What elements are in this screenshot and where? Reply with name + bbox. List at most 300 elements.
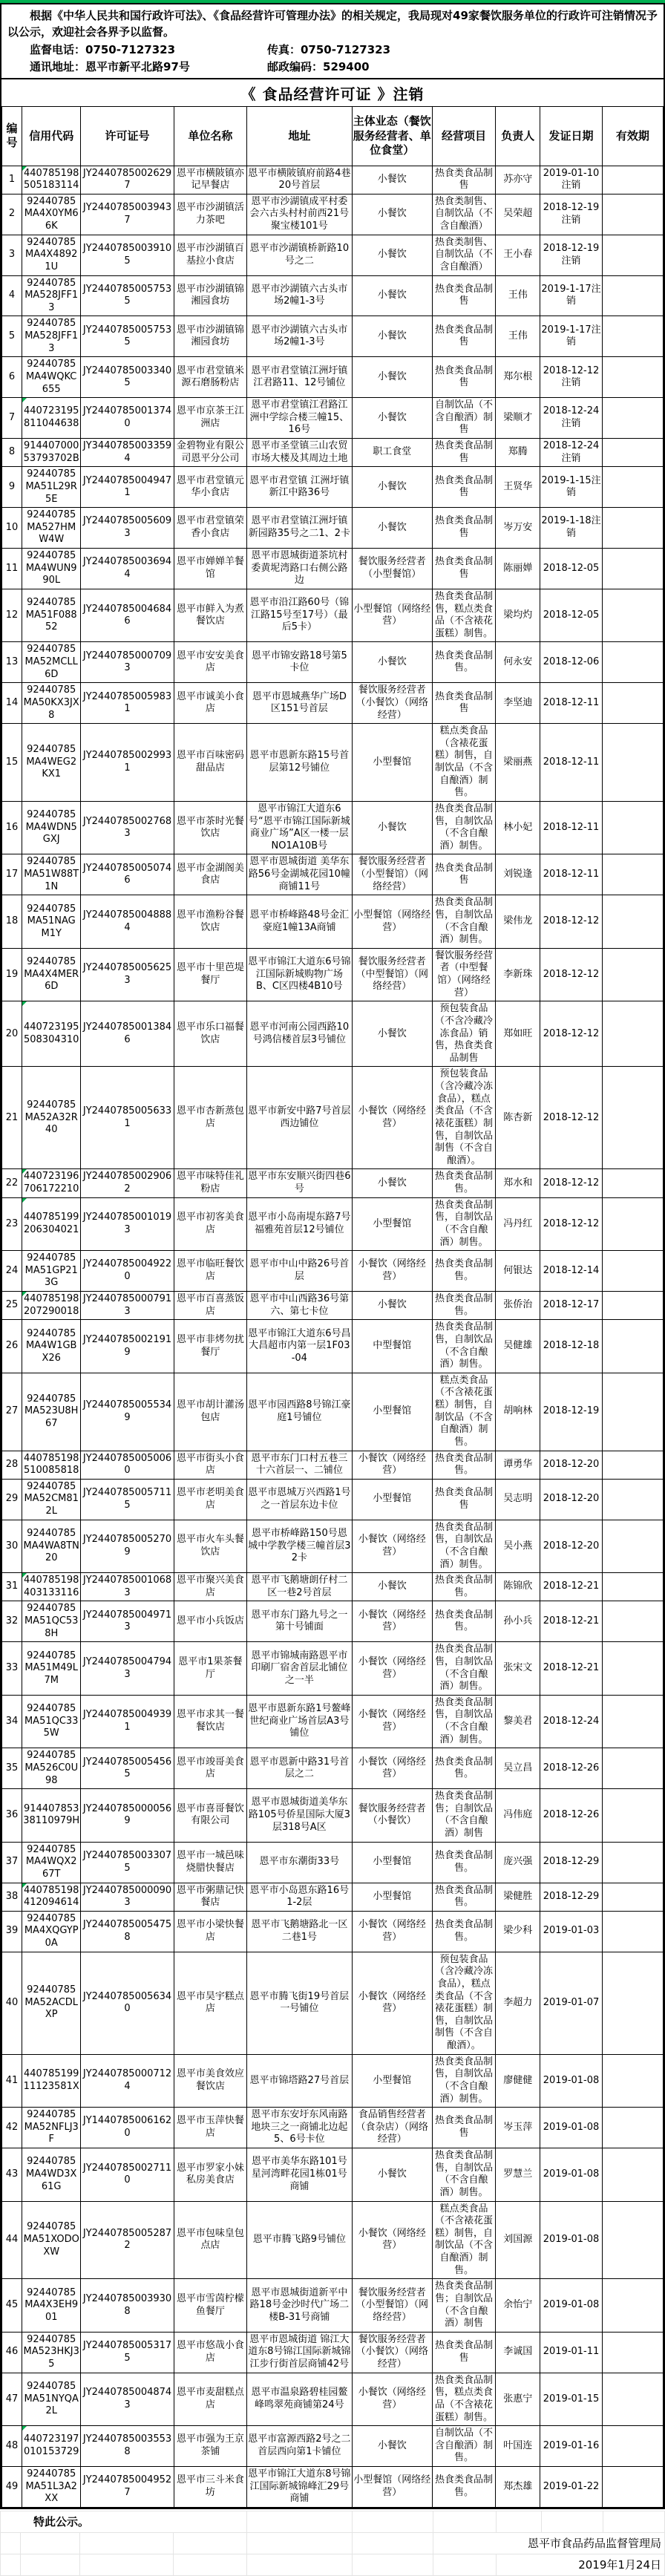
validity-cell — [602, 2373, 663, 2426]
issue-date-cell: 2018-12-21 — [540, 1642, 602, 1696]
business-type-cell: 中型餐馆 — [352, 1320, 432, 1373]
credit-code-cell: 92440785MA51GP213G — [22, 1251, 81, 1292]
credit-code-cell: 92440785MA50KX3JX8 — [22, 683, 81, 724]
address-cell: 恩平市君堂镇江君路江洲中学综合楼三幢15、16号 — [247, 398, 352, 439]
person-cell: 吴小燕 — [496, 1520, 540, 1573]
table-row — [2, 1601, 664, 1642]
person-cell: 冯丹红 — [496, 1197, 540, 1251]
address-cell: 恩平市恩城街道新平中路18号金沙时代广场二楼B-31号商铺 — [247, 2279, 352, 2333]
business-items-cell: 热食类食品制售，自制饮品（不含自酿酒）制售。 — [432, 1520, 495, 1573]
credit-code-cell: 91440785338110979H — [22, 1789, 81, 1843]
license-no-cell: JY24407850049471 — [81, 467, 174, 508]
empty-grid-cell — [173, 2532, 246, 2554]
table-row — [2, 1573, 664, 1601]
person-cell: 刘国源 — [496, 2201, 540, 2279]
row-number-cell: 49 — [2, 2467, 22, 2508]
credit-code-cell: 92440785MA528JFF13 — [22, 275, 81, 316]
unit-name-cell: 恩平市非烤勿扰餐厅 — [174, 1320, 246, 1373]
table-header-row — [2, 107, 664, 166]
credit-code-cell: 92440785MA4X48921U — [22, 235, 81, 275]
table-row — [2, 1952, 664, 2054]
table-row — [2, 1695, 664, 1748]
credit-code-cell: 440785198207290018 — [22, 1292, 81, 1320]
row-number-cell: 1 — [2, 166, 22, 194]
business-type-cell: 小型餐馆 — [352, 2054, 432, 2108]
address-cell: 恩平市新安中路7号首层西边铺位 — [247, 1067, 352, 1169]
table-row — [2, 1748, 664, 1789]
unit-name-cell: 恩平市金湖阁美食店 — [174, 854, 246, 895]
business-items-cell: 热食类食品制售。 — [432, 2467, 495, 2508]
unit-name-cell: 恩平市麦甜糕点店 — [174, 2373, 246, 2426]
business-items-cell: 热食类食品制售 — [432, 467, 495, 508]
license-no-cell: JY24407850047943 — [81, 1642, 174, 1696]
unit-name-cell: 恩平市沙湖镇锦湘园食坊 — [174, 275, 246, 316]
table-row — [2, 2426, 664, 2467]
person-cell: 梁健胜 — [496, 1883, 540, 1911]
unit-name-cell: 恩平市美食效应餐饮店 — [174, 2054, 246, 2108]
issue-date-cell: 2019-01-22 — [540, 2467, 602, 2508]
contact-line-2 — [7, 59, 658, 76]
business-items-cell: 热食类食品制售。 — [432, 1883, 495, 1911]
license-no-cell: JY24407850010683 — [81, 1573, 174, 1601]
issue-date-cell: 2018-12-18 — [540, 1320, 602, 1373]
business-items-cell: 餐饮服务经营者（中型餐馆）（网络经营） — [432, 948, 495, 1001]
person-cell: 罗慧兰 — [496, 2148, 540, 2202]
business-items-cell: 热食类制售、自制饮品（不含自酿酒） — [432, 194, 495, 235]
validity-cell — [602, 1911, 663, 1952]
unit-name-cell: 恩平市百喜蒸饭店 — [174, 1292, 246, 1320]
credit-code-cell: 92440785MA51F08852 — [22, 589, 81, 642]
business-type-cell: 小型餐馆 — [352, 1842, 432, 1883]
validity-cell — [602, 589, 663, 642]
unit-name-cell: 恩平市十里芭堤餐厅 — [174, 948, 246, 1001]
row-number-cell: 35 — [2, 1748, 22, 1789]
empty-grid-cell — [79, 2532, 173, 2554]
table-row — [2, 275, 664, 316]
unit-name-cell: 恩平市横陂镇亦记早餐店 — [174, 166, 246, 194]
unit-name-cell: 恩平市街头小食店 — [174, 1451, 246, 1479]
license-no-cell: JY34407850033594 — [81, 439, 174, 467]
validity-cell — [602, 1320, 663, 1373]
business-type-cell: 小餐饮 — [352, 1001, 432, 1067]
business-items-cell: 热食类食品制售 — [432, 508, 495, 549]
business-type-cell: 餐饮服务经营者（小型餐馆） — [352, 549, 432, 589]
license-table — [1, 106, 664, 2508]
row-number-cell: 31 — [2, 1573, 22, 1601]
person-cell: 廖健健 — [496, 2054, 540, 2108]
table-row — [2, 854, 664, 895]
table-row — [2, 2108, 664, 2148]
address-cell: 恩平市恩新中路31号首层之二 — [247, 1748, 352, 1789]
business-items-cell: 热食类食品制售，自制饮品（不含自酿酒）制售。 — [432, 1197, 495, 1251]
row-number-cell: 12 — [2, 589, 22, 642]
address-cell: 恩平市锦安路18号第5卡位 — [247, 642, 352, 683]
row-number-cell: 4 — [2, 275, 22, 316]
credit-code-cell: 440785198510085818 — [22, 1451, 81, 1479]
empty-grid-cell — [352, 2511, 433, 2532]
address-cell: 恩平市美华东路101号星河湾畔花园1栋01号商铺 — [247, 2148, 352, 2202]
business-type-cell: 小型餐馆（网络经营） — [352, 2467, 432, 2508]
address-cell: 恩平市桥峰路48号金汇豪庭1幢13A商铺 — [247, 895, 352, 949]
credit-code-cell: 92440785MA523U8H67 — [22, 1373, 81, 1451]
mailing-address: 通讯地址：恩平市新平北路97号 — [30, 60, 190, 74]
person-cell: 胡响林 — [496, 1373, 540, 1451]
license-table-body — [2, 166, 664, 2507]
address-cell: 恩平市飞鹅塘路北一区二巷1号 — [247, 1911, 352, 1952]
notice-paragraph: 根据《中华人民共和国行政许可法》、《食品经营许可管理办法》的相关规定，我局现对49家餐饮服务单位的行政许可注销情况予以公示，欢迎社会各界予以监督。 — [7, 9, 658, 39]
business-items-cell: 热食类食品制售，自制饮品（不含自酿酒）制售。 — [432, 1320, 495, 1373]
license-no-cell: JY24407850007093 — [81, 642, 174, 683]
credit-code-cell: 440785199206304021 — [22, 1197, 81, 1251]
issue-date-cell: 2018-12-11 — [540, 854, 602, 895]
credit-code-cell: 91440700053793702B — [22, 439, 81, 467]
license-no-cell: JY24407850057115 — [81, 1479, 174, 1520]
license-no-cell: JY24407850054565 — [81, 1748, 174, 1789]
business-type-cell: 小餐饮 — [352, 1573, 432, 1601]
row-number-cell: 26 — [2, 1320, 22, 1373]
person-cell: 庞兴强 — [496, 1842, 540, 1883]
business-items-cell: 热食类制售、自制饮品（不含自酿酒） — [432, 235, 495, 275]
address-cell: 恩平市锦江大道东6号“恩平市锦江国际新城商业广场”A区一楼一层NO1A10B号 — [247, 801, 352, 854]
table-row — [2, 1842, 664, 1883]
issue-date-cell: 2019-1-18注销 — [540, 508, 602, 549]
person-cell: 吴立昌 — [496, 1748, 540, 1789]
person-cell: 王伟 — [496, 275, 540, 316]
credit-code-cell: 92440785MA52CM812L — [22, 1479, 81, 1520]
business-items-cell: 热食类食品制售。 — [432, 1911, 495, 1952]
row-number-cell: 42 — [2, 2108, 22, 2148]
address-cell: 恩平市横陂镇府前路4巷20号首层 — [247, 166, 352, 194]
address-cell: 恩平市沙湖镇六古头市场2幢1-3号 — [247, 316, 352, 357]
footer-note-row — [1, 2511, 665, 2532]
unit-name-cell: 恩平市君堂镇荣香小食店 — [174, 508, 246, 549]
person-cell: 岑万安 — [496, 508, 540, 549]
empty-grid-cell — [246, 2554, 352, 2575]
business-type-cell: 小餐饮（网络经营） — [352, 2201, 432, 2279]
person-cell: 梁伟龙 — [496, 895, 540, 949]
person-cell: 吴荣超 — [496, 194, 540, 235]
address-cell: 恩平市小岛恩东路16号1-2层 — [247, 1883, 352, 1911]
address-cell: 恩平市中山西路36号第六、第七卡位 — [247, 1292, 352, 1320]
business-type-cell: 小餐饮 — [352, 235, 432, 275]
address-cell: 恩平市小岛南堤东路7号福雅苑首层12号铺位 — [247, 1197, 352, 1251]
footer-agency-row — [1, 2532, 665, 2554]
license-no-cell: JY24407850046846 — [81, 589, 174, 642]
empty-grid-cell — [433, 2511, 497, 2532]
person-cell: 李坚迪 — [496, 683, 540, 724]
address-cell: 恩平市沙湖镇桥新路10号之二 — [247, 235, 352, 275]
address-cell: 恩平市沙湖镇六古头市场2幢1-3号 — [247, 275, 352, 316]
license-no-cell: JY24407850048884 — [81, 895, 174, 949]
person-cell: 郑尔根 — [496, 357, 540, 398]
address-cell: 恩平市东潮街33号 — [247, 1842, 352, 1883]
issue-date-cell: 2018-12-19 — [540, 1373, 602, 1451]
license-no-cell: JY24407850039105 — [81, 235, 174, 275]
row-number-cell: 8 — [2, 439, 22, 467]
issue-date-cell: 2018-12-17 — [540, 1292, 602, 1320]
table-row — [2, 316, 664, 357]
business-items-cell: 热食类食品制售 — [432, 683, 495, 724]
business-items-cell: 热食类食品制售 — [432, 549, 495, 589]
address-cell: 恩平市恩新东路1号鳌峰世纪商业广场首层A3号铺位 — [247, 1695, 352, 1748]
business-type-cell: 餐饮服务经营者（小型餐馆）（网络经营） — [352, 2279, 432, 2333]
business-items-cell: 热食类食品制售。 — [432, 1842, 495, 1883]
unit-name-cell: 恩平市君堂镇米源石磨肠粉店 — [174, 357, 246, 398]
address-cell: 恩平市恩城燕华广场D区151号首层 — [247, 683, 352, 724]
unit-name-cell: 恩平市竣哥美食店 — [174, 1748, 246, 1789]
business-items-cell: 自制饮品（不含自酿酒）制售。 — [432, 2426, 495, 2467]
table-row — [2, 2148, 664, 2202]
table-row — [2, 895, 664, 949]
credit-code-cell: 92440785MA4WQX267T — [22, 1842, 81, 1883]
validity-cell — [602, 1748, 663, 1789]
business-items-cell: 热食类食品制售。 — [432, 1451, 495, 1479]
person-cell: 岑玉萍 — [496, 2108, 540, 2148]
postal-code: 邮政编码：529400 — [267, 60, 370, 74]
address-cell: 恩平市桥峰路150号恩城中学教学楼三幢首层32卡 — [247, 1520, 352, 1573]
validity-cell — [602, 2332, 663, 2373]
person-cell: 吴志明 — [496, 1479, 540, 1520]
business-items-cell: 热食类食品制售。 — [432, 1292, 495, 1320]
row-number-cell: 29 — [2, 1479, 22, 1520]
fax-number: 传真：0750-7127323 — [267, 42, 391, 56]
person-cell: 张惠宁 — [496, 2373, 540, 2426]
person-cell: 何永安 — [496, 642, 540, 683]
address-cell: 恩平市恩城街道美华东路105号侨星国际大厦3层318号A区 — [247, 1789, 352, 1843]
table-row — [2, 801, 664, 854]
issue-date-cell: 2018-12-19 注销 — [540, 235, 602, 275]
table-row — [2, 2279, 664, 2333]
table-row — [2, 398, 664, 439]
business-type-cell: 小餐饮（网络经营） — [352, 1642, 432, 1696]
table-row — [2, 194, 664, 235]
person-cell: 李诚国 — [496, 2332, 540, 2373]
table-row — [2, 467, 664, 508]
business-type-cell: 餐饮服务经营者（中型餐馆）（网络经营） — [352, 948, 432, 1001]
business-items-cell: 热食类食品制售。 — [432, 1748, 495, 1789]
license-no-cell: JY24407850056331 — [81, 1067, 174, 1169]
validity-cell — [602, 166, 663, 194]
row-number-cell: 40 — [2, 1952, 22, 2054]
credit-code-cell: 440785198505183114 — [22, 166, 81, 194]
person-cell: 陈锦欣 — [496, 1573, 540, 1601]
issue-date-cell: 2019-1-15注销 — [540, 467, 602, 508]
issue-date-cell: 2019-01-08 — [540, 2201, 602, 2279]
table-row — [2, 2373, 664, 2426]
row-number-cell: 6 — [2, 357, 22, 398]
validity-cell — [602, 2148, 663, 2202]
credit-code-cell: 92440785MA51NAGM1Y — [22, 895, 81, 949]
address-cell: 恩平市飞鹅塘朗仔村二区一巷2号首层 — [247, 1573, 352, 1601]
business-type-cell: 小餐饮（网络经营） — [352, 1601, 432, 1642]
validity-cell — [602, 642, 663, 683]
business-type-cell: 小餐饮 — [352, 357, 432, 398]
address-cell: 恩平市圣堂镇三山农贸市场大楼及其周边土地 — [247, 439, 352, 467]
credit-code-cell: 92440785MA51QC335W — [22, 1695, 81, 1748]
validity-cell — [602, 2467, 663, 2508]
issue-date-cell: 2018-12-12 — [540, 1001, 602, 1067]
table-row — [2, 1789, 664, 1843]
credit-code-cell: 92440785MA51NYQA2L — [22, 2373, 81, 2426]
notice-sheet — [0, 3, 665, 2509]
table-row — [2, 1001, 664, 1067]
issue-date-cell: 2018-12-24 注销 — [540, 398, 602, 439]
issue-date-cell: 2018-12-12 — [540, 895, 602, 949]
table-row — [2, 549, 664, 589]
unit-name-cell: 恩平市君堂镇元华小食店 — [174, 467, 246, 508]
credit-code-cell: 92440785MA523HKJ35 — [22, 2332, 81, 2373]
validity-cell — [602, 508, 663, 549]
business-type-cell: 小型餐馆 — [352, 724, 432, 802]
table-row — [2, 1169, 664, 1197]
validity-cell — [602, 194, 663, 235]
person-cell: 郑如旺 — [496, 1001, 540, 1067]
address-cell: 恩平市沿江路60号（锦江路15号至17号）（最后5卡） — [247, 589, 352, 642]
empty-grid-cell — [541, 2511, 603, 2532]
empty-grid-cell — [79, 2554, 173, 2575]
issue-date-cell: 2018-12-20 — [540, 1479, 602, 1520]
issue-date-cell: 2018-12-20 — [540, 1451, 602, 1479]
person-cell: 吴健雄 — [496, 1320, 540, 1373]
business-type-cell: 小型餐馆 — [352, 1373, 432, 1451]
table-row — [2, 589, 664, 642]
row-number-cell: 19 — [2, 948, 22, 1001]
address-cell: 恩平市恩城街道茶坑村委黄坭湾路口右侧公路边 — [247, 549, 352, 589]
person-cell: 陈杏新 — [496, 1067, 540, 1169]
business-type-cell: 小型餐馆（网络经营） — [352, 589, 432, 642]
unit-name-cell: 恩平市求其一餐餐饮店 — [174, 1695, 246, 1748]
empty-grid-cell — [21, 2532, 80, 2554]
credit-code-cell: 92440785MA4WEG2KX1 — [22, 724, 81, 802]
business-items-cell: 热食类食品制售 — [432, 357, 495, 398]
empty-grid-cell — [173, 2554, 246, 2575]
business-type-cell: 小餐饮 — [352, 166, 432, 194]
issue-date-cell: 2018-12-26 — [540, 1789, 602, 1843]
unit-name-cell: 恩平市小兵饭店 — [174, 1601, 246, 1642]
license-no-cell: JY24407850000903 — [81, 1883, 174, 1911]
credit-code-cell: 92440785MA4X0YM66K — [22, 194, 81, 235]
validity-cell — [602, 1292, 663, 1320]
issue-date-cell: 2018-12-19 注销 — [540, 194, 602, 235]
footer-note: 特此公示。 — [1, 2511, 247, 2532]
person-cell: 郑水和 — [496, 1169, 540, 1197]
business-type-cell: 小餐饮 — [352, 275, 432, 316]
issue-date-cell: 2018-12-12 注销 — [540, 357, 602, 398]
license-no-cell: JY24407850053175 — [81, 2332, 174, 2373]
validity-cell — [602, 801, 663, 854]
address-cell: 恩平市河南公园西路10号鸿信楼首层3号铺位 — [247, 1001, 352, 1067]
credit-code-cell: 44078519911123581X — [22, 2054, 81, 2108]
row-number-cell: 27 — [2, 1373, 22, 1451]
validity-cell — [602, 1601, 663, 1642]
table-row — [2, 2467, 664, 2508]
row-number-cell: 44 — [2, 2201, 22, 2279]
unit-name-cell: 恩平市渔粉谷餐饮店 — [174, 895, 246, 949]
column-header-3: 单位名称 — [174, 107, 246, 166]
validity-cell — [602, 357, 663, 398]
person-cell: 余怡宁 — [496, 2279, 540, 2333]
unit-name-cell: 恩平市京茶王江洲店 — [174, 398, 246, 439]
business-type-cell: 小餐饮 — [352, 2148, 432, 2202]
credit-code-cell: 92440785MA4X4MER6D — [22, 948, 81, 1001]
table-row — [2, 439, 664, 467]
unit-name-cell: 恩平市婵婵羊餐馆 — [174, 549, 246, 589]
row-number-cell: 25 — [2, 1292, 22, 1320]
business-type-cell: 小餐饮（网络经营） — [352, 1520, 432, 1573]
business-type-cell: 小餐饮 — [352, 398, 432, 439]
unit-name-cell: 恩平市沙湖镇活力茶吧 — [174, 194, 246, 235]
issue-date-cell: 2019-1-17注销 — [540, 275, 602, 316]
row-number-cell: 47 — [2, 2373, 22, 2426]
business-items-cell: 热食类食品制售。 — [432, 1169, 495, 1197]
validity-cell — [602, 1573, 663, 1601]
license-no-cell: JY24407850039308 — [81, 2279, 174, 2333]
empty-grid-cell — [352, 2554, 433, 2575]
person-cell: 李超力 — [496, 1952, 540, 2054]
credit-code-cell: 92440785MA52A32R40 — [22, 1067, 81, 1169]
license-no-cell: JY24407850055349 — [81, 1373, 174, 1451]
license-no-cell: JY24407850049713 — [81, 1601, 174, 1642]
credit-code-cell: 440723195508304310 — [22, 1001, 81, 1067]
business-items-cell: 热食类食品制售。 — [432, 1601, 495, 1642]
validity-cell — [602, 1451, 663, 1479]
column-header-6: 经营项目 — [432, 107, 495, 166]
unit-name-cell: 恩平市强为王京茶铺 — [174, 2426, 246, 2467]
business-items-cell: 热食类食品制售。 — [432, 1573, 495, 1601]
issue-date-cell: 2018-12-29 — [540, 1883, 602, 1911]
row-number-cell: 14 — [2, 683, 22, 724]
column-header-0: 编号 — [2, 107, 22, 166]
issue-date-cell: 2018-12-05 — [540, 589, 602, 642]
business-items-cell: 预包装食品（含冷藏冷冻食品），糕点类食品（不含裱花蛋糕）制售，自制饮品制售（不含自酿酒）。 — [432, 1067, 495, 1169]
table-row — [2, 1067, 664, 1169]
license-no-cell: JY14407850061620 — [81, 2108, 174, 2148]
issue-date-cell: 2018-12-12 — [540, 1067, 602, 1169]
issue-date-cell: 2019-01-16 — [540, 2426, 602, 2467]
license-no-cell: JY24407850052709 — [81, 1520, 174, 1573]
row-number-cell: 38 — [2, 1883, 22, 1911]
row-number-cell: 13 — [2, 642, 22, 683]
table-row — [2, 1479, 664, 1520]
row-number-cell: 24 — [2, 1251, 22, 1292]
license-no-cell: JY24407850027683 — [81, 801, 174, 854]
row-number-cell: 28 — [2, 1451, 22, 1479]
business-items-cell: 热食类食品制售，自制饮品（不含自酿酒）制售。 — [432, 2148, 495, 2202]
unit-name-cell: 恩平市火车头餐饮店 — [174, 1520, 246, 1573]
issue-date-cell: 2019-01-08 — [540, 2148, 602, 2202]
unit-name-cell: 恩平市鲜入为煮餐饮店 — [174, 589, 246, 642]
empty-grid-cell — [1, 2532, 21, 2554]
table-row — [2, 508, 664, 549]
business-type-cell: 小餐饮 — [352, 1292, 432, 1320]
column-header-9: 有效期 — [602, 107, 663, 166]
person-cell: 梁均灼 — [496, 589, 540, 642]
person-cell: 张宋文 — [496, 1642, 540, 1696]
business-type-cell: 小餐饮 — [352, 467, 432, 508]
table-row — [2, 235, 664, 275]
business-type-cell: 小餐饮 — [352, 508, 432, 549]
business-type-cell: 小餐饮 — [352, 194, 432, 235]
credit-code-cell: 440785198403133116 — [22, 1573, 81, 1601]
row-number-cell: 33 — [2, 1642, 22, 1696]
table-row — [2, 2201, 664, 2279]
license-no-cell: JY24407850056253 — [81, 948, 174, 1001]
table-row — [2, 1883, 664, 1911]
credit-code-cell: 92440785MA51QC538H — [22, 1601, 81, 1642]
credit-code-cell: 440785198412094614 — [22, 1883, 81, 1911]
validity-cell — [602, 2426, 663, 2467]
unit-name-cell: 恩平市安安美食店 — [174, 642, 246, 683]
